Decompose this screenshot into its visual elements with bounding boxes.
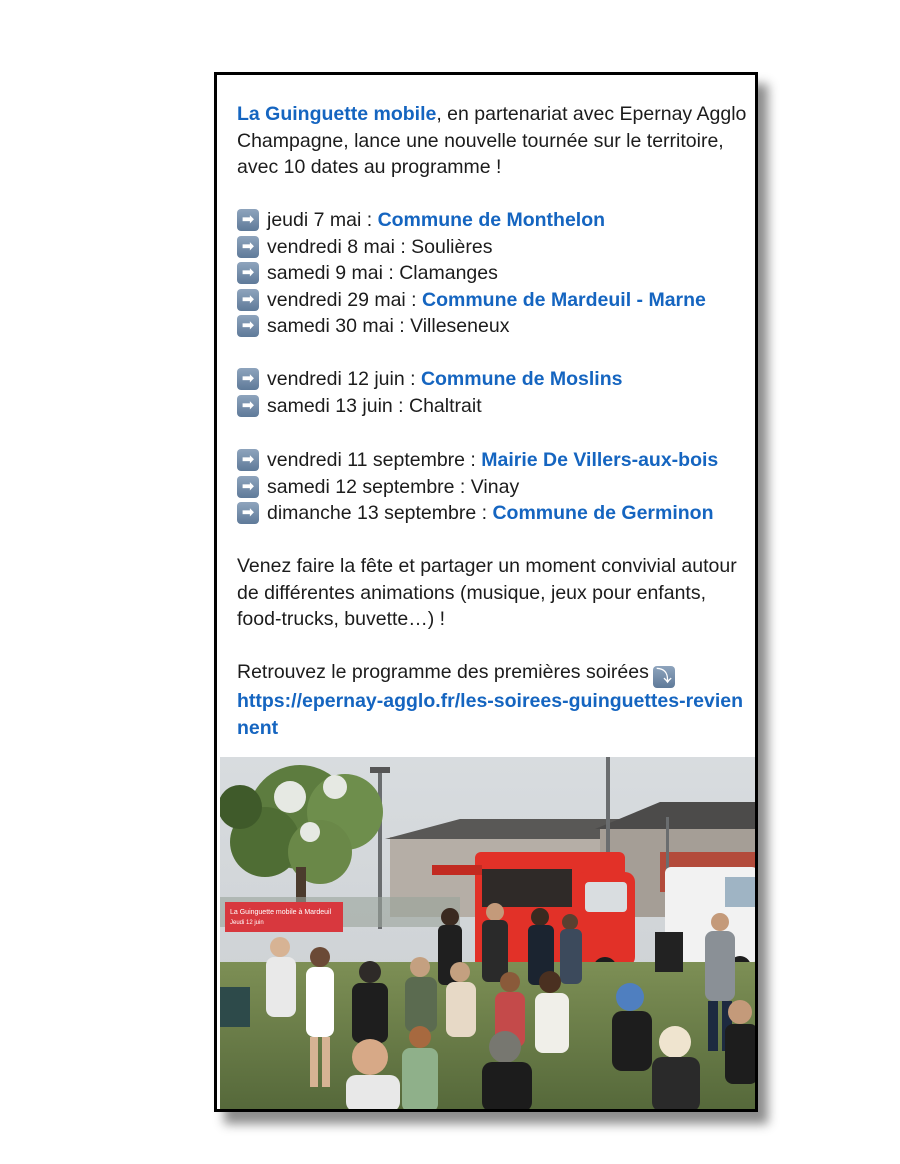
date-item	[237, 287, 747, 314]
banner-line-1: La Guinguette mobile à Mardeuil	[230, 909, 332, 916]
intro-text: , en partenariat avec Epernay Agglo Champagne, lance une nouvelle tournée sur le territoire, avec 10 dates au programme !	[237, 103, 747, 178]
date-item	[237, 207, 747, 234]
date-label: jeudi 7 mai :	[267, 209, 378, 231]
program-paragraph	[237, 659, 747, 688]
place-label: Chaltrait	[409, 394, 482, 417]
banner-line-2: Jeudi 12 juin	[230, 920, 264, 926]
date-label: vendredi 11 septembre :	[267, 449, 482, 471]
date-item	[237, 447, 747, 474]
date-label: dimanche 13 septembre :	[267, 502, 493, 524]
dates-list-may	[237, 207, 747, 340]
date-label: samedi 9 mai :	[267, 262, 400, 284]
program-text: Retrouvez le programme des premières soirées	[237, 661, 649, 683]
date-label: vendredi 29 mai :	[267, 288, 423, 311]
right-arrow-icon: ➡	[237, 449, 259, 471]
date-label: samedi 30 mai :	[267, 315, 411, 337]
place-link[interactable]: Commune de Mardeuil - Marne	[422, 288, 706, 311]
intro-paragraph	[237, 101, 747, 181]
date-item	[237, 393, 747, 420]
event-photo	[220, 757, 758, 1112]
date-item	[237, 474, 747, 501]
event-photo-illustration	[220, 757, 758, 1112]
place-link[interactable]: Mairie De Villers-aux-bois	[481, 449, 719, 471]
date-item	[237, 366, 747, 393]
date-label: vendredi 8 mai :	[267, 235, 412, 258]
down-arrow-icon: ⤵	[653, 666, 675, 688]
place-link[interactable]: Commune de Monthelon	[377, 209, 606, 231]
date-item	[237, 234, 747, 261]
place-label: Clamanges	[399, 262, 498, 284]
right-arrow-icon: ➡	[237, 368, 259, 390]
right-arrow-icon: ➡	[237, 236, 259, 258]
program-url-link[interactable]: https://epernay-agglo.fr/les-soirees-guinguettes-reviennent	[237, 690, 744, 739]
right-arrow-icon: ➡	[237, 502, 259, 524]
right-arrow-icon: ➡	[237, 315, 259, 337]
right-arrow-icon: ➡	[237, 476, 259, 498]
dates-list-september	[237, 447, 747, 527]
right-arrow-icon: ➡	[237, 262, 259, 284]
post-card	[214, 72, 758, 1112]
post-text	[237, 101, 747, 741]
right-arrow-icon: ➡	[237, 395, 259, 417]
right-arrow-icon: ➡	[237, 209, 259, 231]
invite-paragraph: Venez faire la fête et partager un moment convivial autour de différentes animations (musique, jeux pour enfants, food-trucks, buvette…) !	[237, 555, 737, 630]
date-label: samedi 13 juin :	[267, 394, 409, 417]
date-item	[237, 313, 747, 340]
place-link[interactable]: Commune de Germinon	[492, 502, 714, 524]
dates-list-june	[237, 366, 747, 419]
date-item	[237, 260, 747, 287]
date-label: vendredi 12 juin :	[267, 368, 421, 390]
place-label: Soulières	[411, 235, 493, 258]
guinguette-link[interactable]: La Guinguette mobile	[237, 103, 437, 125]
place-label: Vinay	[470, 475, 520, 498]
date-label: samedi 12 septembre :	[267, 475, 471, 498]
date-item	[237, 500, 747, 527]
place-link[interactable]: Commune de Moslins	[420, 368, 623, 390]
place-label: Villeseneux	[410, 315, 510, 337]
right-arrow-icon: ➡	[237, 289, 259, 311]
